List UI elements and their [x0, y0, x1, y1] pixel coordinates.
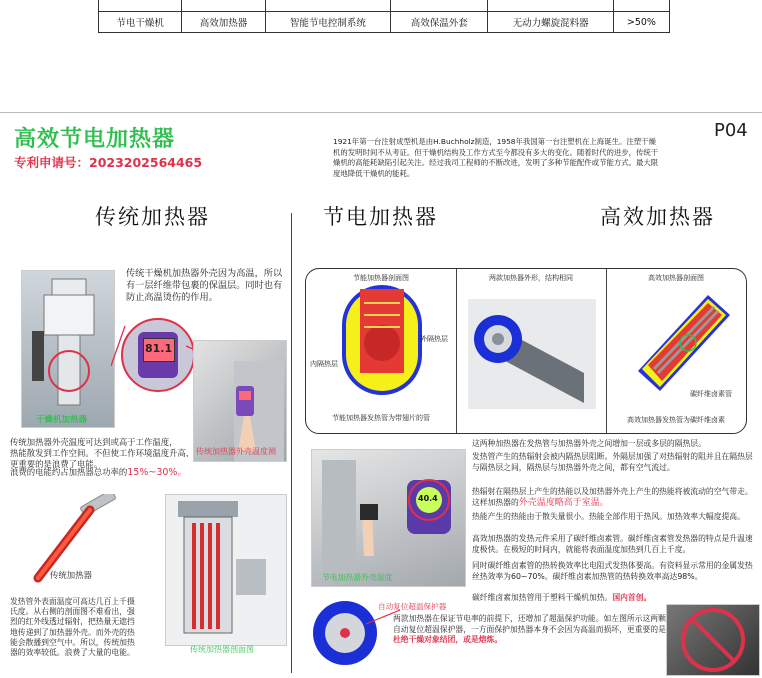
carbon-fiber-tube-label: 碳纤维卤素管: [690, 390, 732, 398]
temp-measure-caption: 传统加热器外壳温度测: [196, 447, 276, 456]
panel-col3-title: 高效加热器剖面图: [648, 274, 704, 282]
high-efficiency-section-illustration: [618, 285, 738, 401]
page-divider: [0, 112, 762, 113]
traditional-description: 传统干燥机加热器外壳因为高温，所以有一层纤维带包裹的保温层。同时也有防止高温烫伤的作用。: [126, 268, 283, 303]
first-in-china: 国内首创。: [612, 593, 652, 602]
outer-insulation-label: 外隔热层: [420, 335, 448, 343]
heater-comparison-panel: [305, 268, 747, 434]
note-line: 热能散发到工作空间。不但使工作环境温度升高，: [10, 448, 195, 458]
saving-text: 碳纤维卤素加热管用于塑料干燥机加热。: [472, 593, 613, 602]
section-heading-high-efficiency: 高效加热器: [600, 205, 715, 229]
energy-saving-section-illustration: [324, 283, 434, 401]
section-illustration: [166, 495, 286, 645]
dryer-label: 干燥机加热器: [36, 415, 88, 425]
page-title: 高效节电加热器: [14, 127, 176, 152]
traditional-section-caption: 传统加热器剖面图: [190, 645, 254, 654]
table-cell: >50%: [613, 12, 669, 33]
thermometer-photo: [193, 340, 287, 462]
page-number: P04: [714, 120, 748, 141]
overheat-protector-label: 自动复位超温保护器: [378, 602, 447, 611]
column-divider: [291, 213, 292, 673]
saving-paragraph: 这两种加热器在发热管与加热器外壳之间增加一层或多层的隔热层。: [472, 439, 706, 448]
waste-percentage: 15%~30%。: [127, 467, 187, 478]
saving-paragraph: 高效加热器的发热元件采用了碳纤维卤素管。碳纤维卤素管发热器的特点是升温速度极快。在极短的时间内，就能将表面温度加热到几百上千度。: [472, 534, 753, 554]
traditional-temp-note: [10, 437, 200, 470]
energy-saving-photo-caption: 节电加热器外壳温度: [322, 573, 393, 582]
heater-exterior-illustration: [464, 295, 600, 413]
clumped-material-photo: [666, 604, 760, 676]
panel-col1-title: 节能加热器剖面图: [353, 274, 409, 282]
dryer-photo: [21, 270, 115, 428]
comparison-table: [98, 0, 670, 33]
protection-highlight: 杜绝干燥对象结团，或是熔炼。: [393, 635, 503, 644]
patent-number: 专利申请号：2023202564465: [14, 155, 203, 170]
panel-col2-title: 两款加热器外形，结构相同: [489, 274, 573, 282]
table-cell: 节电干燥机: [99, 12, 182, 33]
saving-text: 热辐射在隔热层上产生的热能以及加热器外壳上产生的热能将被流动的空气带走。这样加热器的: [472, 487, 753, 507]
shell-temperature-note: 发热管外表面温度可高达几百上千摄氏度。从右侧的剖面图不难看出，强烈的红外线透过辐射，把热量无遮挡地传递到了加热器外壳。而外壳的热能会散播到空气中。所以，传统加热器的效率较低。浪费了大量的电能。: [10, 597, 135, 658]
panel-col3-caption: 高效加热器发热管为碳纤维卤素: [627, 416, 725, 424]
note-line: 更重要的是浪费了电能。: [10, 459, 103, 469]
protection-text: 两款加热器在保证节电率的前提下，还增加了超温保护功能。如左图所示这两颗自动复位超温保护器，一方面保护加热器本身不会因为高温而损坏，更重要的是: [393, 614, 666, 634]
waste-line: [10, 467, 187, 478]
table-cell: 智能节电控制系统: [265, 12, 390, 33]
waste-text: 浪费的电能约占加热器总功率的: [10, 467, 128, 477]
saving-paragraph: 同时碳纤维卤素管的热转换效率比电阻式发热体要高。有资料显示常用的金属发热丝热效率为60~70%。碳纤维卤素加热管的热转换效率高达98%。: [472, 561, 753, 581]
panel-divider: [456, 269, 457, 433]
panel-divider: [606, 269, 607, 433]
note-line: 传统加热器外壳温度可达到或高于工作温度，: [10, 437, 178, 447]
reading-value: 40.4: [418, 494, 438, 503]
saving-paragraph: [472, 487, 755, 508]
saving-paragraph: 发热管产生的热辐射会被内隔热层阻断。外隔层加强了对热辐射的阻并且在隔热层与隔热层之间，隔热层与加热器外壳之间，都有空气流过。: [472, 452, 753, 472]
thermometer-measurement-illustration: [312, 450, 465, 586]
inner-insulation-label: 内隔热层: [310, 360, 338, 368]
table-cell: 高效加热器: [182, 12, 265, 33]
energy-saving-temp-photo: [311, 449, 466, 587]
thermometer-illustration: [194, 341, 286, 461]
prohibited-mark: [667, 605, 759, 675]
saving-paragraph: [472, 593, 755, 604]
thermometer-reading: 81.1: [145, 342, 173, 355]
table-row: [99, 12, 670, 33]
dryer-illustration: [22, 271, 114, 427]
saving-paragraph: 热能产生的热能由于散失量很小。热能全部作用于热风。加热效率大幅度提高。: [472, 512, 745, 521]
intro-paragraph: 1921年第一台注射成型机是由H.Buchholz制造，1958年我国第一台注塑机在上海诞生。注塑干燥机的发明时间不从考证。但干燥机结构及工作方式至今都没有多大的变化。随着时代的进步，传统干燥机的高能耗缺陷引起关注。经过我司工程师的不断改进，发明了多种节能配件或节能方式。最大限度地降低干燥机的能耗。: [333, 137, 659, 178]
section-heading-energy-saving: 节电加热器: [323, 205, 438, 229]
table-cell: 无动力螺旋混料器: [488, 12, 613, 33]
saving-highlight: 外壳温度略高于室温。: [518, 497, 609, 508]
table-cell: 高效保温外套: [391, 12, 488, 33]
traditional-tube-label: 传统加热器: [50, 570, 92, 580]
traditional-section-image: [165, 494, 287, 646]
panel-col1-caption: 节能加热器发热管为带翅片的管: [332, 414, 430, 422]
section-heading-traditional: 传统加热器: [95, 205, 210, 229]
protection-paragraph: [393, 614, 668, 646]
